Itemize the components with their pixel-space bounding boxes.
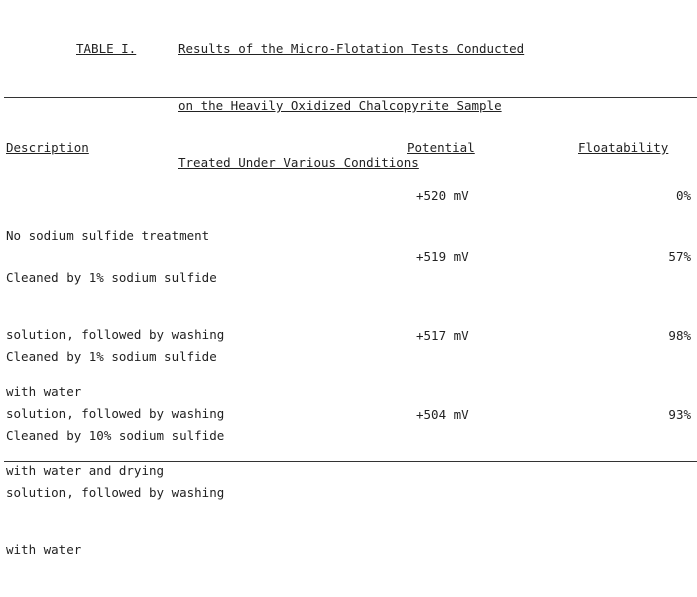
- description-line: Cleaned by 1% sodium sulfide: [6, 349, 217, 364]
- caption-line: Treated Under Various Conditions: [178, 155, 419, 170]
- top-rule: [4, 97, 697, 98]
- description-line: solution, followed by washing: [6, 485, 225, 500]
- row-potential: +517 mV: [416, 328, 469, 343]
- header-description: Description: [6, 140, 89, 155]
- description-line: with water: [6, 542, 82, 557]
- description-line: solution, followed by washing: [6, 327, 225, 342]
- row-floatability: 57%: [668, 249, 691, 264]
- row-potential: +519 mV: [416, 249, 469, 264]
- table-row: [0, 188, 697, 243]
- description-line: Cleaned by 1% sodium sulfide: [6, 270, 217, 285]
- row-floatability: 93%: [668, 407, 691, 422]
- bottom-rule: [4, 461, 697, 462]
- description-line: with water and drying: [6, 463, 165, 478]
- caption-line: Results of the Micro-Flotation Tests Conducted: [178, 41, 525, 56]
- description-line: No sodium sulfide treatment: [6, 228, 210, 243]
- table-number: TABLE I.: [76, 41, 137, 56]
- header-floatability: Floatability: [578, 140, 669, 155]
- row-potential: +520 mV: [416, 188, 469, 203]
- description-line: with water: [6, 384, 82, 399]
- row-potential: +504 mV: [416, 407, 469, 422]
- description-line: Cleaned by 10% sodium sulfide: [6, 428, 225, 443]
- row-floatability: 98%: [668, 328, 691, 343]
- row-description: [6, 388, 224, 597]
- header-potential: Potential: [407, 140, 475, 155]
- description-line: solution, followed by washing: [6, 406, 225, 421]
- caption-line: on the Heavily Oxidized Chalcopyrite Sample: [178, 98, 502, 113]
- row-floatability: 0%: [675, 188, 691, 203]
